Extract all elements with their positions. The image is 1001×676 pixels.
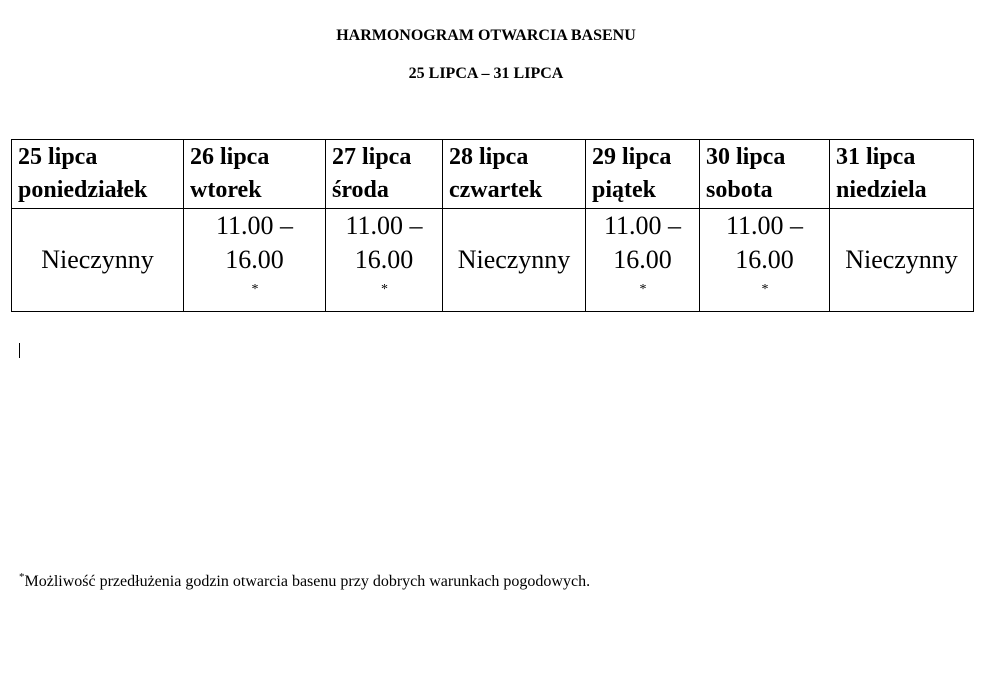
header-date: 31 lipca [836, 144, 916, 170]
header-cell-day-6 [700, 140, 830, 209]
footnote-marker: * [381, 282, 388, 297]
closed-text: Nieczynny [845, 245, 958, 274]
hours-cell-day-4 [443, 209, 586, 312]
hours-line-2 [184, 243, 325, 311]
header-weekday: piątek [592, 177, 657, 203]
hours-end: 16.00 [735, 245, 794, 274]
hours-line-1: 11.00 – [603, 211, 682, 240]
hours-end: 16.00 [354, 245, 414, 274]
footnote-marker: * [19, 571, 25, 583]
header-cell-day-7 [830, 140, 974, 209]
header-weekday: czwartek [449, 177, 543, 203]
schedule-table [11, 139, 974, 312]
text-cursor[interactable] [19, 343, 20, 358]
table-hours-row [12, 209, 974, 312]
footnote-marker: * [761, 282, 769, 297]
hours-line-2 [700, 243, 829, 311]
hours-cell-day-6 [700, 209, 830, 312]
table-header-row [12, 140, 974, 209]
hours-cell-day-1 [12, 209, 184, 312]
header-cell-day-3 [326, 140, 443, 209]
footnote [19, 573, 590, 591]
hours-line-1: 11.00 – [345, 211, 423, 240]
header-weekday: poniedziałek [18, 177, 148, 203]
header-weekday: niedziela [836, 177, 927, 203]
hours-line-2 [326, 243, 442, 311]
hours-cell-day-3 [326, 209, 443, 312]
hours-end: 16.00 [225, 245, 284, 274]
header-date: 27 lipca [332, 144, 412, 170]
hours-end: 16.00 [613, 245, 672, 274]
header-weekday: środa [332, 177, 389, 203]
hours-cell-day-5 [586, 209, 700, 312]
header-date: 29 lipca [592, 144, 672, 170]
header-date: 26 lipca [190, 144, 270, 170]
hours-cell-day-2 [184, 209, 326, 312]
header-cell-day-2 [184, 140, 326, 209]
footnote-marker: * [251, 282, 259, 297]
header-date: 25 lipca [18, 144, 98, 170]
hours-line-1: 11.00 – [725, 211, 804, 240]
header-weekday: sobota [706, 177, 773, 203]
header-date: 30 lipca [706, 144, 786, 170]
hours-line-2 [586, 243, 699, 311]
footnote-marker: * [639, 282, 647, 297]
footnote-text: Możliwość przedłużenia godzin otwarcia basenu przy dobrych warunkach pogodowych. [24, 573, 591, 590]
document-subtitle: 25 LIPCA – 31 LIPCA [408, 65, 564, 82]
closed-text: Nieczynny [41, 245, 154, 274]
header-weekday: wtorek [190, 177, 262, 203]
hours-line-1: 11.00 – [215, 211, 294, 240]
header-cell-day-5 [586, 140, 700, 209]
header-cell-day-1 [12, 140, 184, 209]
hours-cell-day-7 [830, 209, 974, 312]
closed-text: Nieczynny [457, 245, 571, 274]
header-date: 28 lipca [449, 144, 529, 170]
header-cell-day-4 [443, 140, 586, 209]
document-title: HARMONOGRAM OTWARCIA BASENU [336, 27, 636, 44]
